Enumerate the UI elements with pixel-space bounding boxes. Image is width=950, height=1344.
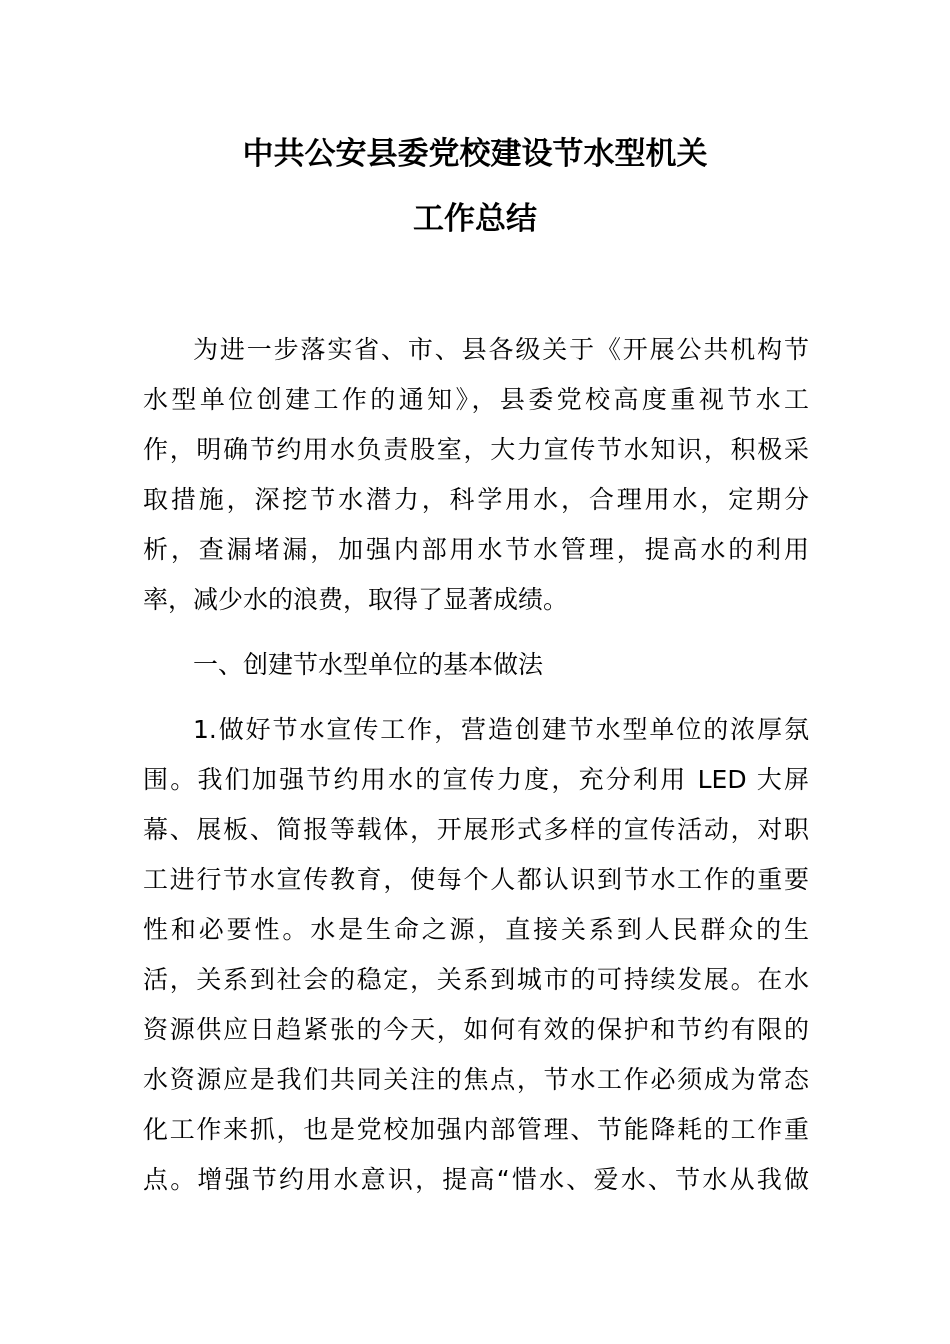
paragraph-line: 工进行节水宣传教育，使每个人都认识到节水工作的重要 [143, 865, 809, 894]
document-title-line-2: 工作总结 [413, 201, 537, 237]
paragraph-line: 取措施，深挖节水潜力，科学用水，合理用水，定期分 [143, 485, 809, 514]
paragraph-line: 水资源应是我们共同关注的焦点，节水工作必须成为常态 [143, 1065, 809, 1094]
paragraph-line: 1.做好节水宣传工作，营造创建节水型单位的浓厚氛 [193, 715, 809, 744]
paragraph-line: 围。我们加强节约用水的宣传力度，充分利用 LED 大屏 [143, 765, 809, 794]
section-heading: 一、创建节水型单位的基本做法 [193, 650, 544, 679]
paragraph-line: 为进一步落实省、市、县各级关于《开展公共机构节 [193, 335, 809, 364]
paragraph-line: 率，减少水的浪费，取得了显著成绩。 [143, 585, 569, 614]
paragraph-line: 资源供应日趋紧张的今天，如何有效的保护和节约有限的 [143, 1015, 809, 1044]
paragraph-line: 点。增强节约用水意识，提高“惜水、爱水、节水从我做 [143, 1165, 809, 1194]
document-title-line-1: 中共公安县委党校建设节水型机关 [242, 136, 708, 172]
paragraph-line: 作，明确节约用水负责股室，大力宣传节水知识，积极采 [143, 435, 809, 464]
paragraph-line: 幕、展板、简报等载体，开展形式多样的宣传活动，对职 [143, 815, 809, 844]
paragraph-line: 性和必要性。水是生命之源，直接关系到人民群众的生 [143, 915, 809, 944]
paragraph-line: 活，关系到社会的稳定，关系到城市的可持续发展。在水 [143, 965, 809, 994]
paragraph-line: 化工作来抓，也是党校加强内部管理、节能降耗的工作重 [143, 1115, 809, 1144]
paragraph-line: 析，查漏堵漏，加强内部用水节水管理，提高水的利用 [143, 535, 809, 564]
paragraph-line: 水型单位创建工作的通知》，县委党校高度重视节水工 [143, 385, 809, 414]
